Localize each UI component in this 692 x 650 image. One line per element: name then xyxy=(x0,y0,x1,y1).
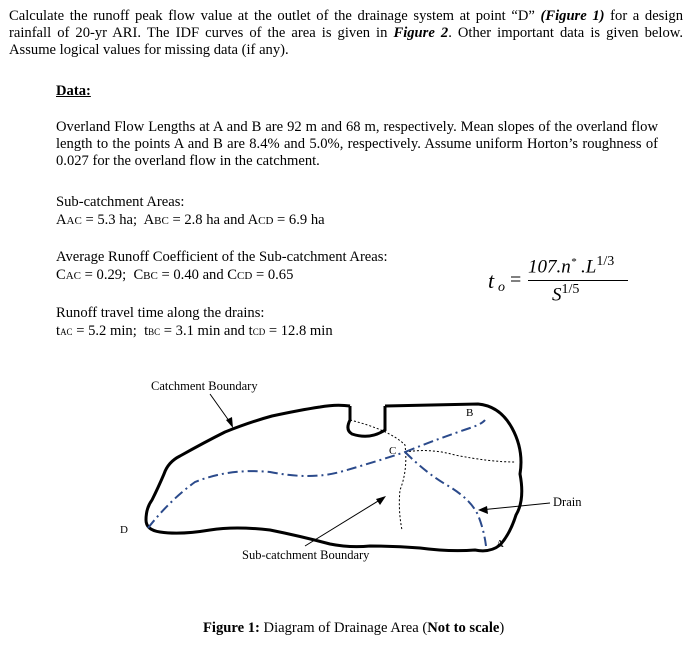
point-a-label: A xyxy=(496,538,504,550)
travel-time-heading: Runoff travel time along the drains: xyxy=(56,305,265,321)
overland-flow-paragraph: Overland Flow Lengths at A and B are 92 m and 68 m, respectively. Mean slopes of the overland flow length to the points A and B are 8.4% and 5.0%, respectively. Assume uniform Horton’s roughness of 0.027 for the overland flow in the catchment. xyxy=(56,119,658,169)
intro-part3: . Other important data is given below. Assume logical values for missing data (if any). xyxy=(9,25,683,58)
drain-ac xyxy=(405,452,486,546)
coefficients-heading: Average Runoff Coefficient of the Sub-catchment Areas: xyxy=(56,249,388,265)
figure2-reference: Figure 2 xyxy=(393,25,449,41)
intro-part2: for a design rainfall of 20-yr ARI. The IDF curves of the area is given in xyxy=(9,8,684,41)
formula-denominator: $S^{1/5}$ xyxy=(552,282,580,306)
drain-cd xyxy=(148,452,405,528)
areas-values: AAC = 5.3 ha; ABC = 2.8 ha and ACD = 6.9 ha xyxy=(56,212,325,228)
intro-part1: Calculate the runoff peak flow value at the outlet of the drainage system at point “D” xyxy=(9,8,535,24)
point-d-label: D xyxy=(120,524,128,536)
coefficients-values: CAC = 0.29; CBC = 0.40 and CCD = 0.65 xyxy=(56,267,294,283)
figure1-reference: (Figure 1) xyxy=(540,8,605,24)
point-c-label: C xyxy=(389,445,397,457)
data-heading: Data: xyxy=(56,83,91,99)
drain-label: Drain xyxy=(553,495,582,509)
figure-caption: Figure 1: Diagram of Drainage Area (Not to scale) xyxy=(203,620,505,636)
catchment-boundary-label: Catchment Boundary xyxy=(151,379,258,393)
travel-time-values: tAC = 5.2 min; tBC = 3.1 min and tCD = 12.8 min xyxy=(56,323,333,339)
areas-heading: Sub-catchment Areas: xyxy=(56,194,185,210)
formula-numerator: 107.n* $.L^{1/3}$ xyxy=(528,254,615,278)
drain-bc xyxy=(405,420,485,452)
kinematic-wave-formula: t o = 107.n* $.L^{1/3}$ $S^{1/5}$ xyxy=(488,250,638,310)
point-b-label: B xyxy=(466,407,474,419)
sub-catchment-boundary-label: Sub-catchment Boundary xyxy=(242,548,370,562)
